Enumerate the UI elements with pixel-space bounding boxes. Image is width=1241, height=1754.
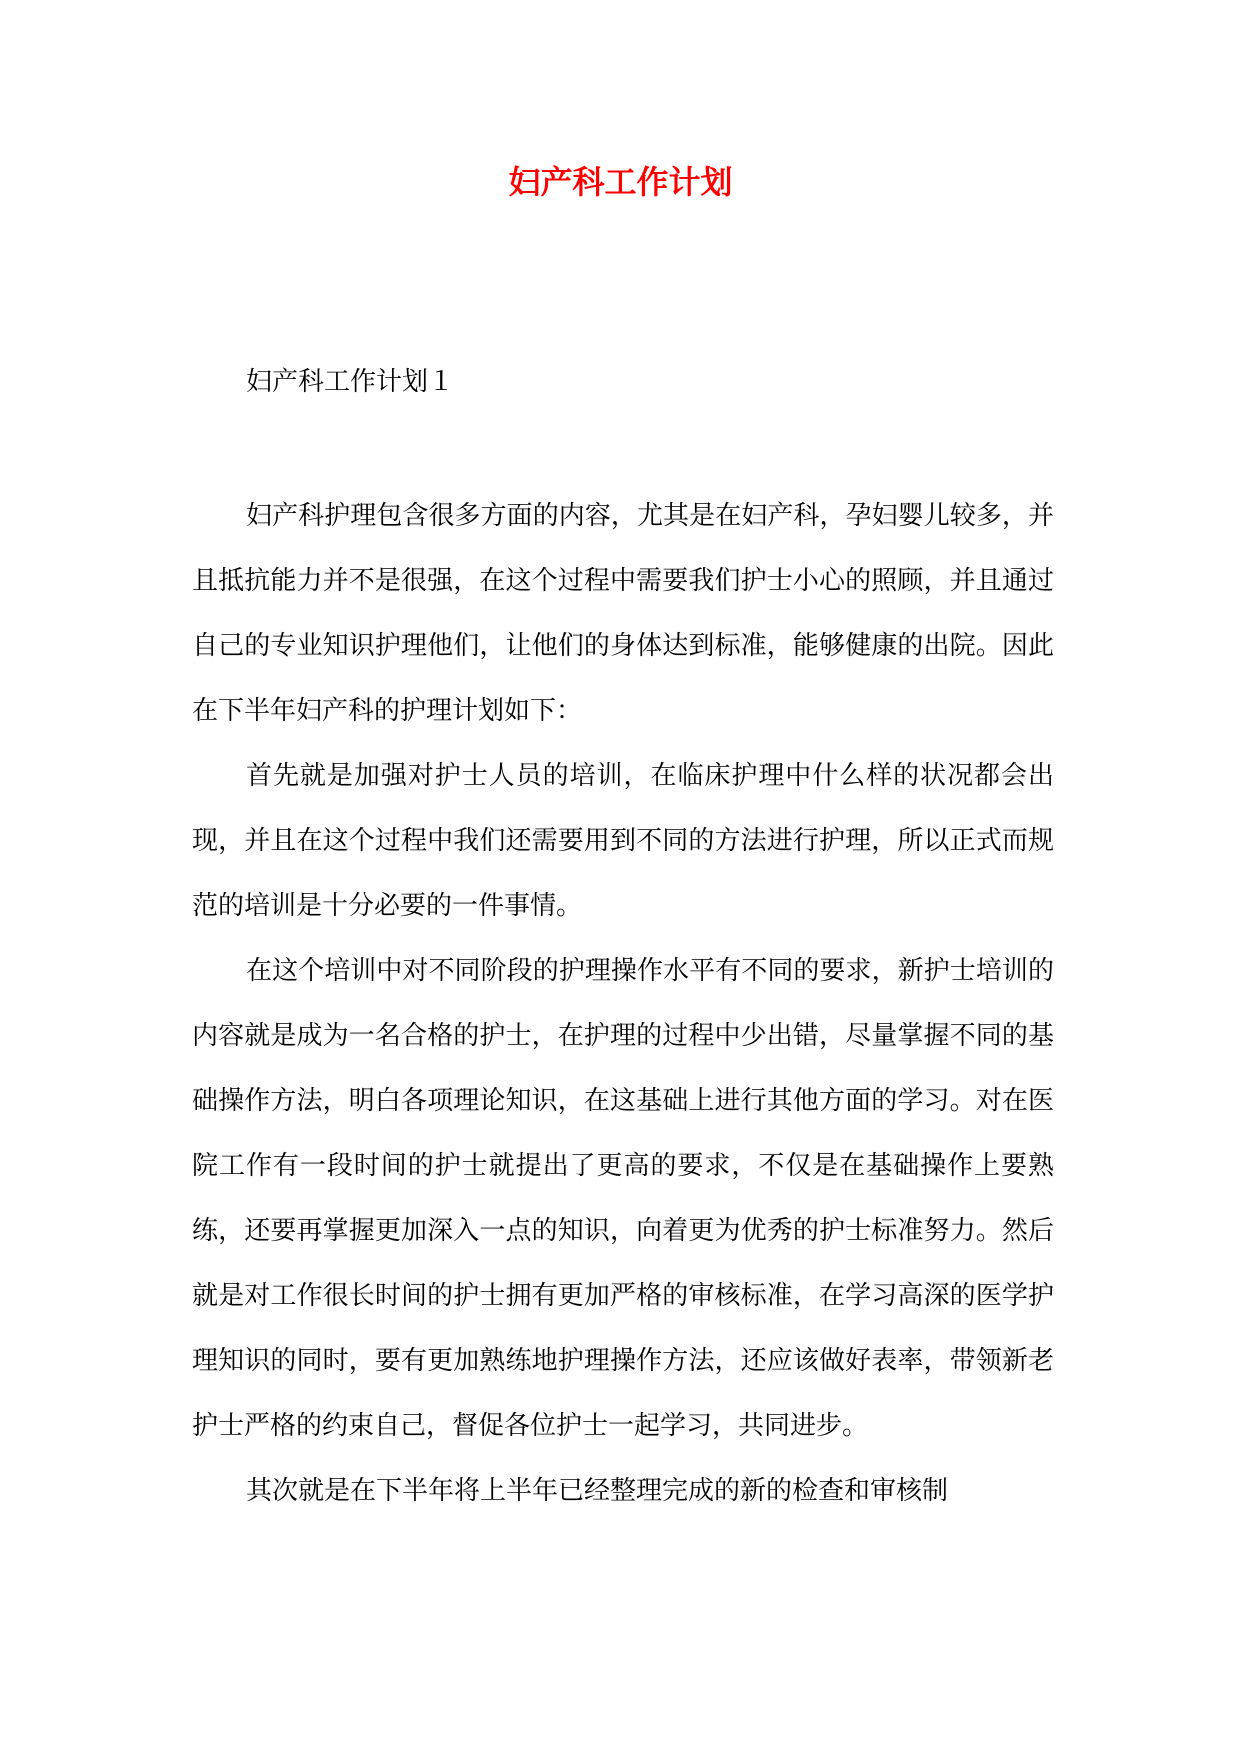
document-body — [192, 484, 1054, 1524]
section-heading: 妇产科工作计划１ — [246, 367, 455, 397]
paragraph: 首先就是加强对护士人员的培训，在临床护理中什么样的状况都会出现，并且在这个过程中我们还需要用到不同的方法进行护理，所以正式而规范的培训是十分必要的一件事情。 — [192, 761, 1054, 921]
paragraph: 其次就是在下半年将上半年已经整理完成的新的检查和审核制 — [246, 1476, 949, 1506]
paragraph: 在这个培训中对不同阶段的护理操作水平有不同的要求，新护士培训的内容就是成为一名合格的护士，在护理的过程中少出错，尽量掌握不同的基础操作方法，明白各项理论知识，在这基础上进行其他方面的学习。对在医院工作有一段时间的护士就提出了更高的要求，不仅是在基础操作上要熟练，还要再掌握更加深入一点的知识，向着更为优秀的护士标准努力。然后就是对工作很长时间的护士拥有更加严格的审核标准，在学习高深的医学护理知识的同时，要有更加熟练地护理操作方法，还应该做好表率，带领新老护士严格的约束自己，督促各位护士一起学习，共同进步。 — [192, 956, 1054, 1441]
page-title: 妇产科工作计划 — [508, 163, 733, 201]
paragraph: 妇产科护理包含很多方面的内容，尤其是在妇产科，孕妇婴儿较多，并且抵抗能力并不是很强，在这个过程中需要我们护士小心的照顾，并且通过自己的专业知识护理他们，让他们的身体达到标准，能够健康的出院。因此在下半年妇产科的护理计划如下： — [192, 501, 1054, 726]
